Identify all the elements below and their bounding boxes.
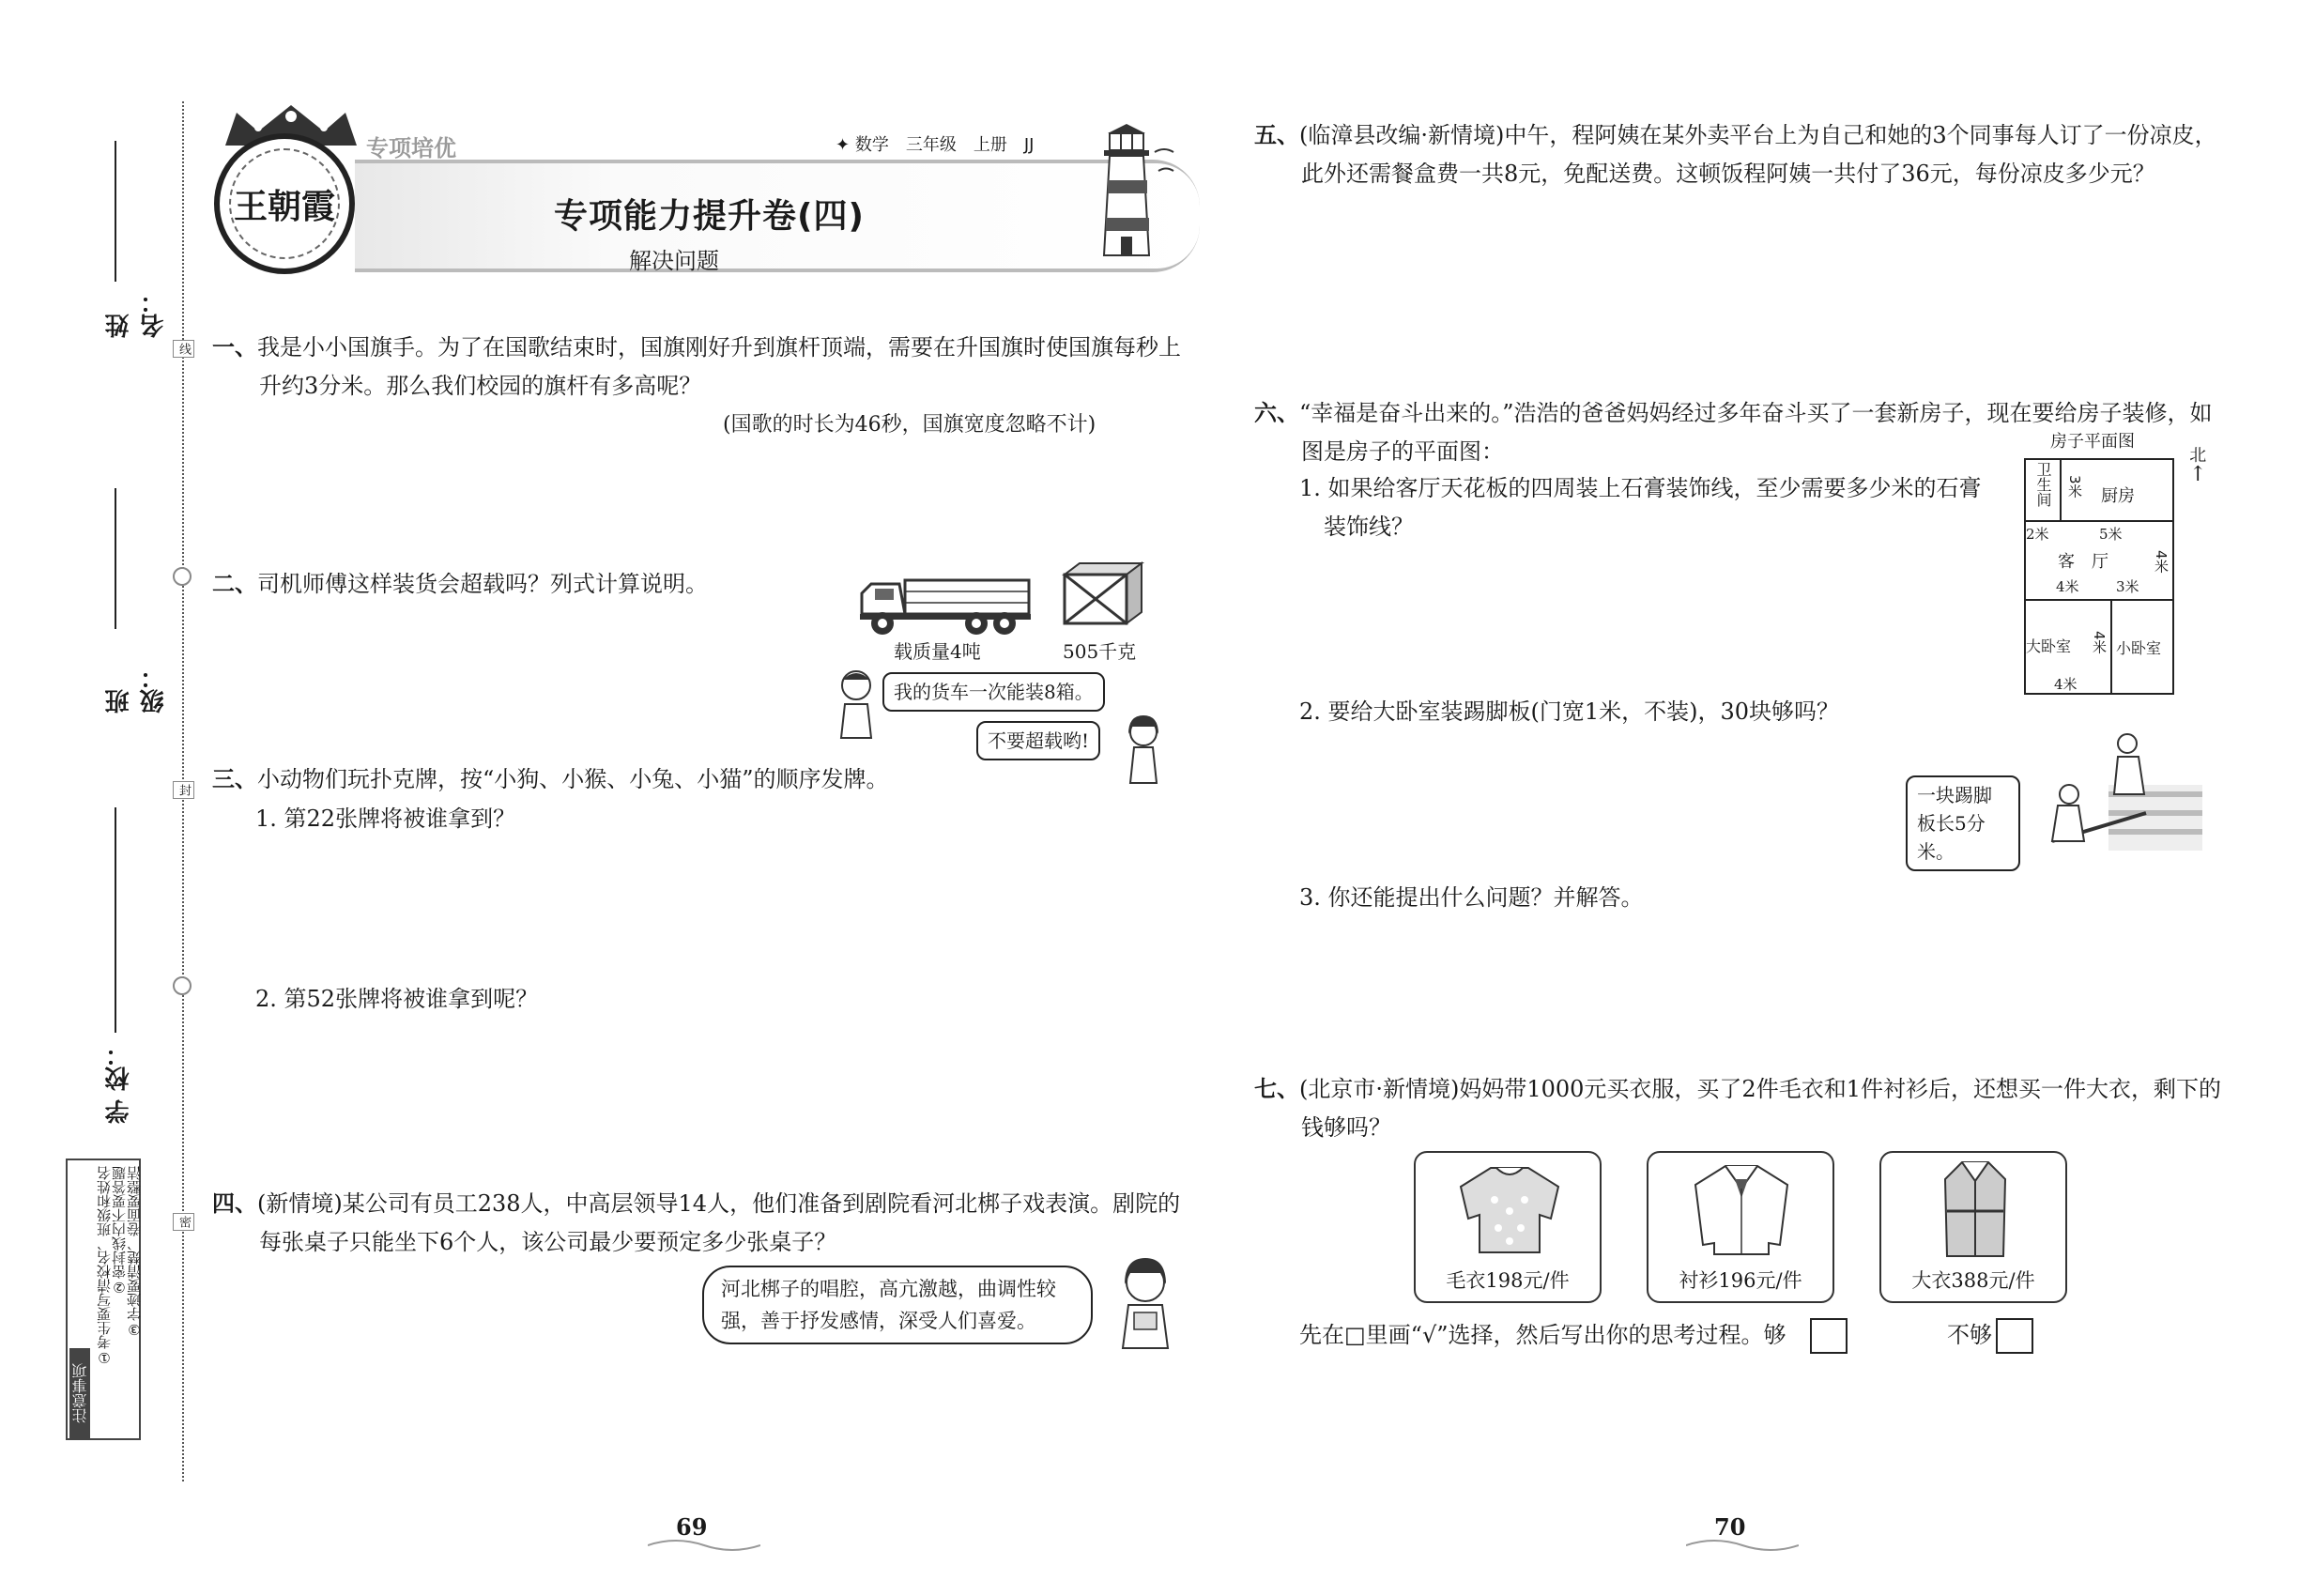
brand-name: 王朝霞 <box>233 187 335 226</box>
question-6-text: “幸福是奋斗出来的。”浩浩的爸爸妈妈经过多年奋斗买了一套新房子，现在要给房子装修，如图是房子的平面图： <box>1299 400 2213 465</box>
dim-4m-right: 4米 <box>2153 550 2170 574</box>
question-4-text: (新情境)某公司有员工238人，中高层领导14人，他们准备到剧院看河北梆子戏表演。剧院的每张桌子只能坐下6个人，该公司最少要预定多少张桌子？ <box>257 1190 1181 1255</box>
notice-box <box>66 1159 141 1440</box>
question-5 <box>1254 116 2231 193</box>
dim-4m-bottom: 4米 <box>2056 578 2079 595</box>
school-field[interactable] <box>94 807 150 1127</box>
sweater-price: 毛衣198元/件 <box>1446 1269 1570 1292</box>
north-arrow-icon: ↑ <box>2189 463 2207 486</box>
question-7 <box>1254 1070 2231 1147</box>
skirting-bubble-text: 一块踢脚板长5分米。 <box>1917 784 1992 863</box>
question-5-text: (临漳县改编·新情境)中午，程阿姨在某外卖平台上为自己和她的3个同事每人订了一份凉皮，此外还需餐盒费一共8元，免配送费。这顿饭程阿姨一共付了36元，每份凉皮多少元？ <box>1299 122 2217 187</box>
skirting-speech-bubble <box>1906 775 2020 871</box>
crate-weight-label: 505千克 <box>1063 640 1137 663</box>
page-ornament-70 <box>1686 1536 1799 1555</box>
driver-figure <box>828 667 884 742</box>
question-7-text: (北京市·新情境)妈妈带1000元买衣服，买了2件毛衣和1件衬衫后，还想买一件大衣，剩下的钱够吗？ <box>1299 1076 2221 1141</box>
dim-5m: 5米 <box>2099 526 2123 543</box>
living-room-label: 客 厅 <box>2058 552 2108 572</box>
dim-3m: 3米 <box>2116 578 2139 595</box>
question-5-number: 五、 <box>1254 122 1299 148</box>
workers-illustration <box>2024 729 2208 860</box>
page-number-69: 69 <box>676 1513 708 1541</box>
question-6-sub-2: 2. 要给大卧室装踢脚板(门宽1米，不装)，30块够吗？ <box>1299 698 1840 725</box>
bathroom-dim: 3米 <box>2066 475 2083 499</box>
question-7-number: 七、 <box>1254 1076 1299 1102</box>
series-label: 专项培优 <box>366 135 456 161</box>
seal-circle-1 <box>173 567 192 586</box>
page-ornament-69 <box>648 1536 760 1555</box>
clothing-card-sweater <box>1414 1151 1602 1303</box>
subject-info <box>836 131 1034 156</box>
name-field[interactable] <box>94 141 168 338</box>
truck-capacity-label: 载质量4吨 <box>894 640 981 663</box>
school-label: 学 校： <box>105 1042 133 1125</box>
small-bedroom-label: 小卧室 <box>2116 639 2162 657</box>
page-subtitle: 解决问题 <box>629 248 719 274</box>
question-7-instruction: 先在□里画“√”选择，然后写出你的思考过程。够 <box>1299 1322 1786 1348</box>
page-title: 专项能力提升卷(四) <box>554 197 865 236</box>
class-field[interactable] <box>94 488 168 714</box>
floor-plan-title: 房子平面图 <box>2050 432 2135 452</box>
crate-icon <box>1061 560 1145 627</box>
page-number-70: 70 <box>1714 1513 1746 1541</box>
seal-circle-2 <box>173 976 192 995</box>
question-1-note: (国歌的时长为46秒，国旗宽度忽略不计) <box>723 413 1096 437</box>
question-6-sub-1: 1. 如果给客厅天花板的四周装上石膏装饰线，至少需要多少米的石膏装饰线？ <box>1299 475 1982 540</box>
shirt-price: 衬衫196元/件 <box>1679 1269 1802 1292</box>
question-4-number: 四、 <box>212 1190 257 1217</box>
master-dim-v: 4米 <box>2091 631 2108 654</box>
bathroom-label: 卫生间 <box>2034 462 2052 507</box>
sweater-icon <box>1453 1162 1566 1256</box>
question-1-number: 一、 <box>212 334 257 361</box>
header-banner <box>197 103 1202 282</box>
question-3-number: 三、 <box>212 766 257 792</box>
star-icon: ✦ <box>836 135 851 155</box>
checkbox-enough[interactable] <box>1810 1318 1848 1354</box>
subject-text: 数学 三年级 上册 JJ <box>854 135 1035 155</box>
notice-item-1: ①考生要写清校名、班级和姓名 <box>96 1166 113 1366</box>
question-6-sub-3: 3. 你还能提出什么问题？并解答。 <box>1299 884 1644 911</box>
notice-item-3: ③字迹要清楚、卷面要整洁 <box>126 1166 143 1338</box>
seal-mark-feng: 封 <box>173 781 194 799</box>
notice-title: 注意事项 <box>69 1348 90 1438</box>
question-1-text: 我是小小国旗手。为了在国歌结束时，国旗刚好升到旗杆顶端，需要在升国旗时使国旗每秒上升约3分米。那么我们校园的旗杆有多高呢？ <box>257 334 1181 399</box>
checkbox-not-enough[interactable] <box>1996 1318 2033 1354</box>
north-text: 北 <box>2189 446 2207 466</box>
floor-plan <box>2018 428 2206 700</box>
coat-price: 大衣388元/件 <box>1911 1269 2035 1292</box>
question-3-text: 小动物们玩扑克牌，按“小狗、小猴、小兔、小猫”的顺序发牌。 <box>257 766 889 792</box>
option-not-enough-label: 不够 <box>1947 1322 1992 1348</box>
shirt-icon <box>1690 1160 1793 1258</box>
girl-figure <box>1117 714 1170 785</box>
question-1 <box>212 329 1188 406</box>
brand-logo <box>214 133 355 274</box>
master-bedroom-label: 大卧室 <box>2026 637 2072 655</box>
clothing-card-shirt <box>1647 1151 1834 1303</box>
question-3 <box>212 760 926 799</box>
question-2-number: 二、 <box>212 571 257 597</box>
seal-mark-mi: 密 <box>173 1213 194 1231</box>
question-2-text: 司机师傅这样装货会超载吗？列式计算说明。 <box>257 571 708 597</box>
north-label <box>2189 447 2206 485</box>
notice-item-2: ②密封线内不要答题 <box>111 1166 128 1296</box>
girl-speech-bubble: 不要超载哟! <box>976 721 1100 760</box>
question-6-number: 六、 <box>1254 400 1299 426</box>
coat-icon <box>1938 1159 2013 1262</box>
question-3-sub-1: 1. 第22张牌将被谁拿到？ <box>255 806 516 832</box>
seal-mark-xian: 线 <box>173 340 194 358</box>
truck-illustration <box>856 563 1035 638</box>
opera-speech-bubble: 河北梆子的唱腔，高亢激越，曲调性较强，善于抒发感情，深受人们喜爱。 <box>702 1266 1093 1344</box>
master-dim-h: 4米 <box>2054 676 2078 693</box>
name-label: 姓 名： <box>105 289 168 338</box>
kitchen-label: 厨房 <box>2101 486 2135 506</box>
dim-2m: 2米 <box>2026 526 2049 543</box>
lighthouse-icon <box>1080 124 1183 265</box>
question-2 <box>212 565 869 604</box>
binding-strip <box>0 0 191 1596</box>
clothing-card-coat <box>1879 1151 2067 1303</box>
question-3-sub-2: 2. 第52张牌将被谁拿到呢？ <box>255 986 539 1012</box>
driver-speech-bubble: 我的货车一次能装8箱。 <box>882 672 1105 712</box>
question-4 <box>212 1185 1188 1262</box>
class-label: 班 级： <box>105 665 168 714</box>
girl-reading-figure <box>1108 1256 1183 1350</box>
